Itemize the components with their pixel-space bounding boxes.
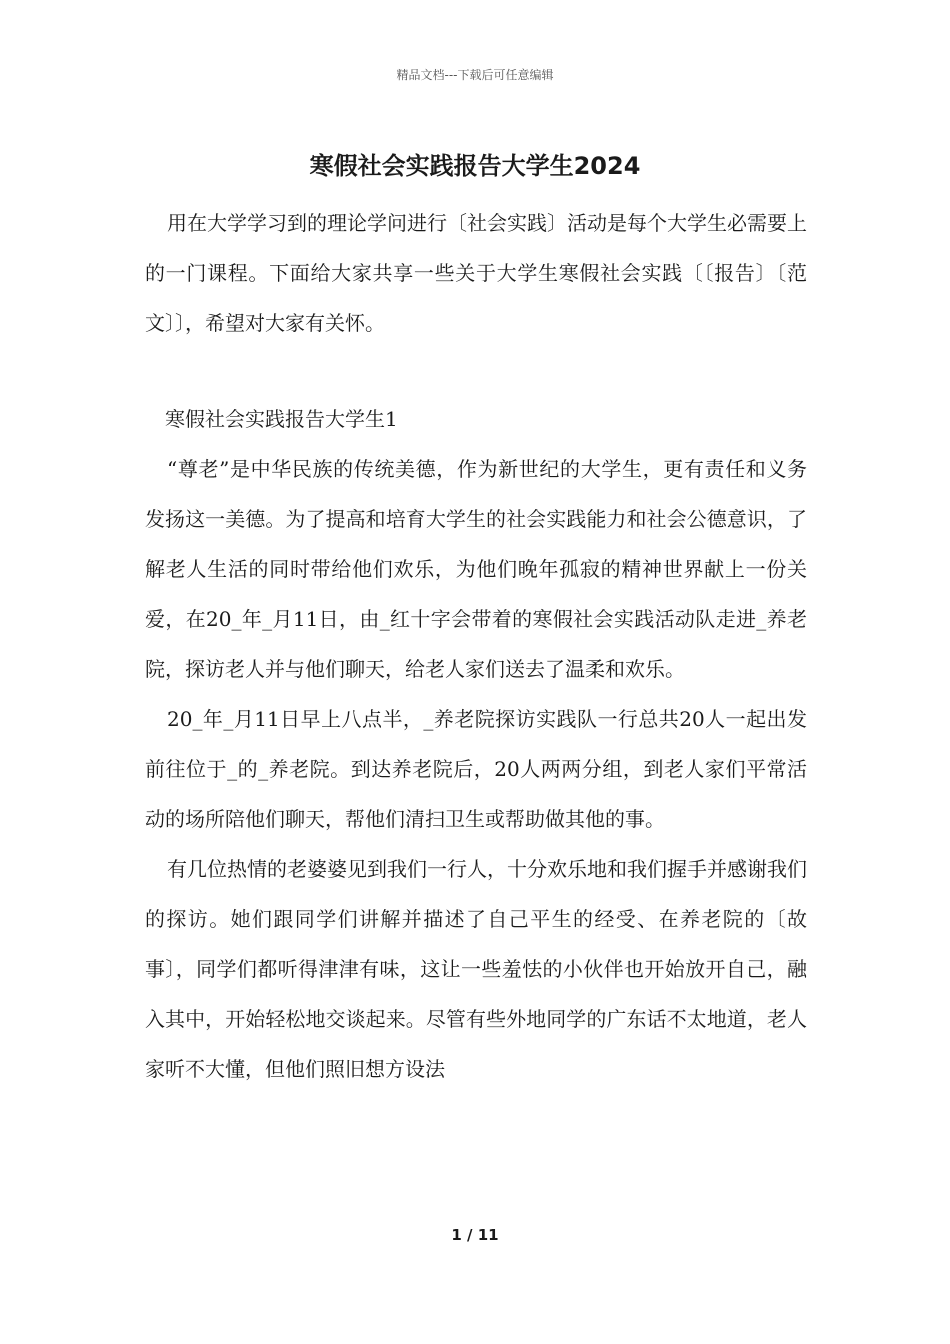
body-paragraph: 有几位热情的老婆婆见到我们一行人，十分欢乐地和我们握手并感谢我们的探访。她们跟同学们讲解并描述了自己平生的经受、在养老院的〔故事〕，同学们都听得津津有味，这让一些羞怯的小伙伴也开始放开自己，融入其中，开始轻松地交谈起来。尽管有些外地同学的广东话不太地道，老人家听不大懂，但他们照旧想方设法 — [145, 857, 807, 1081]
section-heading: 寒假社会实践报告大学生1 — [165, 407, 398, 431]
document-body — [145, 198, 807, 1094]
page-number: 1 / 11 — [451, 1226, 499, 1244]
body-paragraph: 20_年_月11日早上八点半，_养老院探访实践队一行总共20人一起出发前往位于_的_养老院。到达养老院后，20人两两分组，到老人家们平常活动的场所陪他们聊天，帮他们清扫卫生或帮助做其他的事。 — [145, 707, 807, 831]
body-paragraph: “尊老”是中华民族的传统美德，作为新世纪的大学生，更有责任和义务发扬这一美德。为了提高和培育大学生的社会实践能力和社会公德意识，了解老人生活的同时带给他们欢乐，为他们晚年孤寂的精神世界献上一份关爱，在20_年_月11日，由_红十字会带着的寒假社会实践活动队走进_养老院，探访老人并与他们聊天，给老人家们送去了温柔和欢乐。 — [145, 457, 807, 681]
intro-paragraph: 用在大学学习到的理论学问进行〔社会实践〕活动是每个大学生必需要上的一门课程。下面给大家共享一些关于大学生寒假社会实践〔〔报告〕〔范文〕〕，希望对大家有关怀。 — [145, 211, 807, 335]
page-header: 精品文档---下载后可任意编辑 — [396, 68, 554, 82]
document-title: 寒假社会实践报告大学生2024 — [309, 152, 641, 180]
